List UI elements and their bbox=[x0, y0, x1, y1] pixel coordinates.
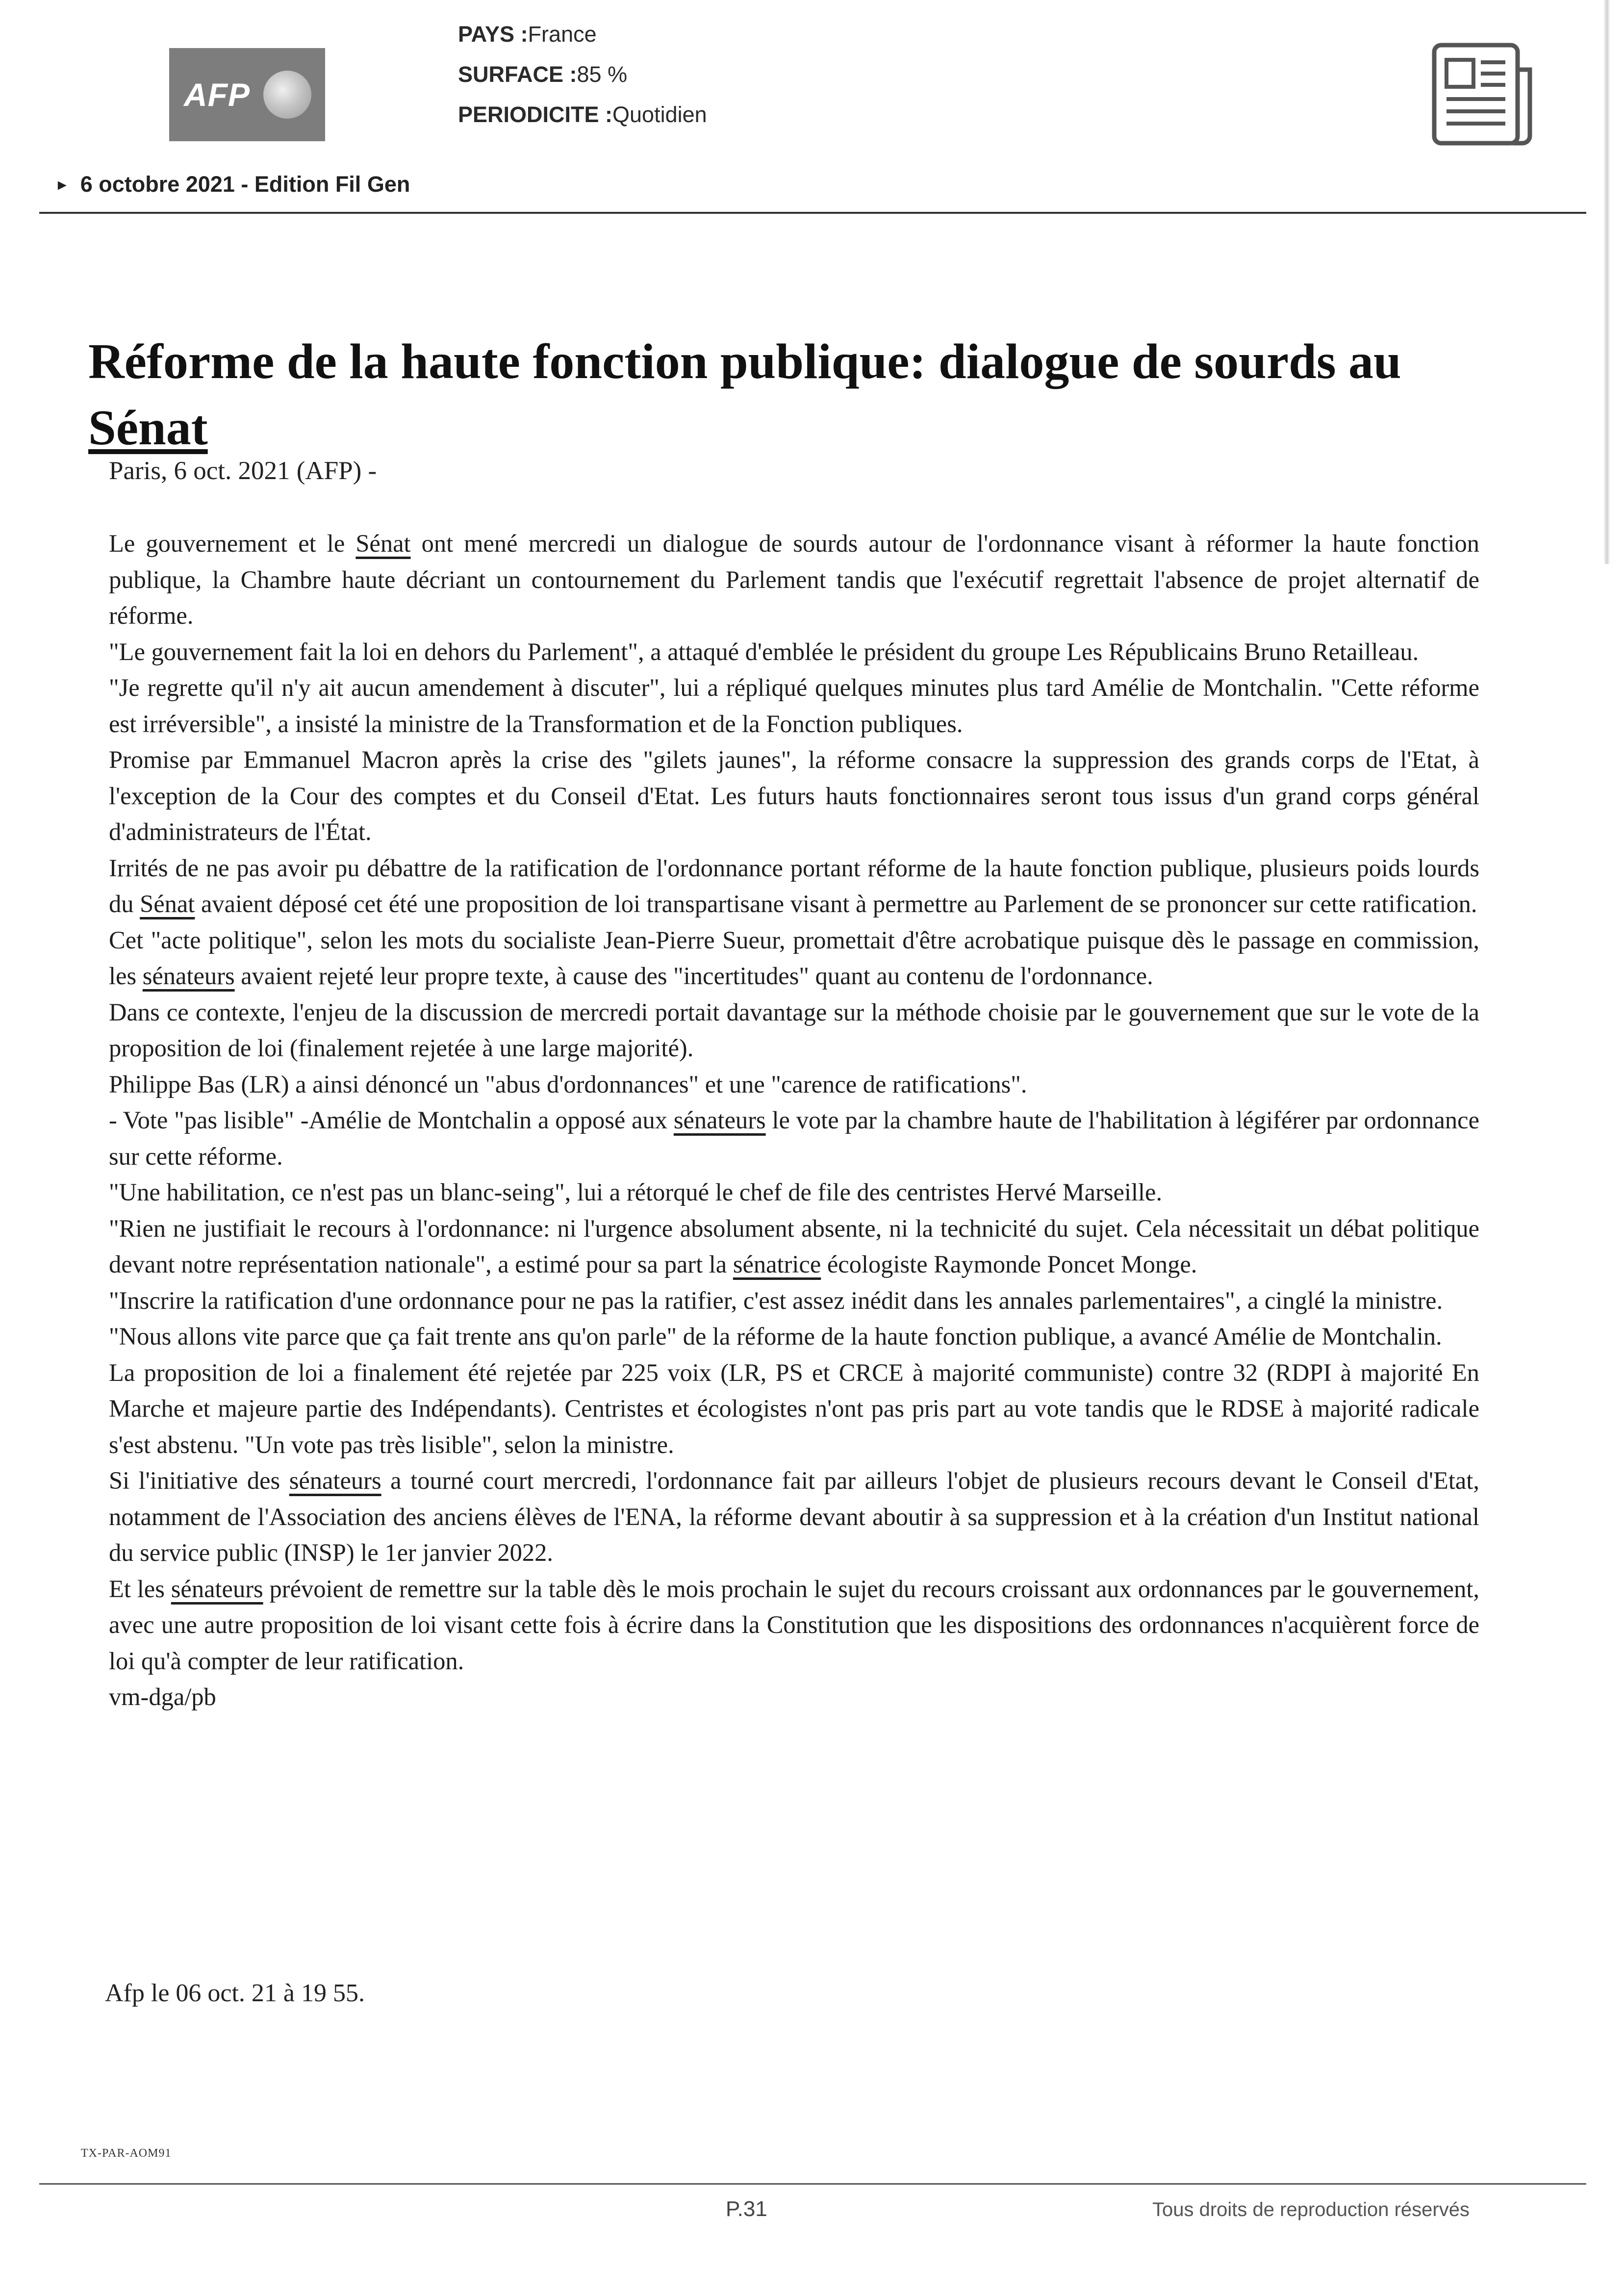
meta-periodicite bbox=[458, 102, 707, 127]
article-body bbox=[109, 526, 1479, 1715]
meta-pays-value: France bbox=[528, 22, 597, 47]
meta-periodicite-value: Quotidien bbox=[612, 102, 707, 127]
meta-periodicite-label: PERIODICITE : bbox=[458, 102, 613, 127]
paragraph: Et les sénateurs prévoient de remettre sur la table dès le mois prochain le sujet du recours croissant aux ordonnances par le gouvernement, avec une autre proposition de loi visant cette fois à écrire dans la Constitution que les dispositions des ordonnances n'acquièrent force de loi qu'à compter de leur ratification. bbox=[109, 1575, 1479, 1675]
paragraph: Dans ce contexte, l'enjeu de la discussion de mercredi portait davantage sur la méthode choisie par le gouvernement que sur le vote de la proposition de loi (finalement rejetée à une large majorité). bbox=[109, 998, 1479, 1062]
edition-text: 6 octobre 2021 - Edition Fil Gen bbox=[80, 172, 410, 197]
paragraph: "Inscrire la ratification d'une ordonnance pour ne pas la ratifier, c'est assez inédit dans les annales parlementaires", a cinglé la ministre. bbox=[109, 1286, 1443, 1314]
page-number: P.31 bbox=[726, 2197, 767, 2221]
highlight-senateurs: sénateurs bbox=[289, 1467, 381, 1494]
article-title bbox=[88, 329, 1510, 461]
footer-divider bbox=[39, 2183, 1586, 2185]
paragraph: "Le gouvernement fait la loi en dehors du Parlement", a attaqué d'emblée le président du groupe Les Républicains Bruno Retailleau. bbox=[109, 637, 1419, 665]
paragraph: Irrités de ne pas avoir pu débattre de la ratification de l'ordonnance portant réforme de la haute fonction publique, plusieurs poids lourds du Sénat avaient déposé cet été une proposition de loi transpartisane visant à permettre au Parlement de se prononcer sur cette ratification. bbox=[109, 854, 1479, 918]
meta-surface-value: 85 % bbox=[577, 62, 628, 87]
meta-pays bbox=[458, 22, 597, 47]
newspaper-icon bbox=[1424, 35, 1542, 153]
afp-logo bbox=[169, 48, 325, 141]
article-title-senat: Sénat bbox=[88, 400, 208, 456]
paragraph: "Rien ne justifiait le recours à l'ordonnance: ni l'urgence absolument absente, ni la technicité du sujet. Cela nécessitait un débat politique devant notre représentation nationale", a estimé pour sa part la sénatrice écologiste Raymonde Poncet Monge. bbox=[109, 1214, 1479, 1278]
paragraph: "Nous allons vite parce que ça fait trente ans qu'on parle" de la réforme de la haute fonction publique, a avancé Amélie de Montchalin. bbox=[109, 1323, 1442, 1350]
meta-surface-label: SURFACE : bbox=[458, 62, 577, 87]
document-code: TX-PAR-AOM91 bbox=[81, 2147, 172, 2160]
paragraph: Le gouvernement et le Sénat ont mené mercredi un dialogue de sourds autour de l'ordonnance visant à réformer la haute fonction publique, la Chambre haute décriant un contournement du Parlement tandis que l'exécutif regrettait l'absence de projet alternatif de réforme. bbox=[109, 530, 1479, 629]
highlight-senat: Sénat bbox=[140, 890, 195, 918]
article-dateline: Paris, 6 oct. 2021 (AFP) - bbox=[109, 457, 377, 485]
highlight-senateurs: sénateurs bbox=[673, 1106, 766, 1134]
paragraph: - Vote "pas lisible" -Amélie de Montchalin a opposé aux sénateurs le vote par la chambre haute de l'habilitation à légiférer par ordonnance sur cette réforme. bbox=[109, 1106, 1480, 1170]
edition-line bbox=[55, 172, 410, 197]
globe-icon bbox=[263, 71, 311, 119]
triangle-right-icon: ► bbox=[55, 177, 70, 193]
paragraph: Si l'initiative des sénateurs a tourné court mercredi, l'ordonnance fait par ailleurs l'objet de plusieurs recours devant le Conseil d'Etat, notamment de l'Association des anciens élèves de l'ENA, la réforme devant aboutir à sa suppression et à la création d'un Institut national du service public (INSP) le 1er janvier 2022. bbox=[109, 1467, 1479, 1566]
meta-pays-label: PAYS : bbox=[458, 22, 528, 47]
paragraph: Philippe Bas (LR) a ainsi dénoncé un "abus d'ordonnances" et une "carence de ratifications". bbox=[109, 1070, 1027, 1098]
highlight-senateurs: sénateurs bbox=[171, 1575, 263, 1603]
paragraph: "Une habilitation, ce n'est pas un blanc-seing", lui a rétorqué le chef de file des centristes Hervé Marseille. bbox=[109, 1178, 1163, 1206]
highlight-senat: Sénat bbox=[355, 530, 411, 557]
highlight-senatrice: sénatrice bbox=[733, 1250, 821, 1278]
header-divider bbox=[39, 212, 1586, 214]
article-timestamp: Afp le 06 oct. 21 à 19 55. bbox=[105, 1979, 365, 2007]
highlight-senateurs: sénateurs bbox=[142, 962, 235, 990]
afp-logo-text: AFP bbox=[184, 76, 250, 113]
copyright-notice: Tous droits de reproduction réservés bbox=[1152, 2199, 1470, 2220]
paragraph: "Je regrette qu'il n'y ait aucun amendement à discuter", lui a répliqué quelques minutes plus tard Amélie de Montchalin. "Cette réforme est irréversible", a insisté la ministre de la Transformation et de la Fonction publiques. bbox=[109, 674, 1479, 738]
paragraph: La proposition de loi a finalement été rejetée par 225 voix (LR, PS et CRCE à majorité communiste) contre 32 (RDPI à majorité En Marche et majeure partie des Indépendants). Centristes et écologistes n'ont pas pris part au vote tandis que le RDSE à majorité radicale s'est abstenu. "Un vote pas très lisible", selon la ministre. bbox=[109, 1358, 1479, 1458]
scan-edge-shadow bbox=[1603, 0, 1610, 564]
article-title-text: Réforme de la haute fonction publique: dialogue de sourds au bbox=[88, 334, 1401, 389]
article-signature: vm-dga/pb bbox=[109, 1683, 216, 1710]
paragraph: Cet "acte politique", selon les mots du socialiste Jean-Pierre Sueur, promettait d'être acrobatique puisque dès le passage en commission, les sénateurs avaient rejeté leur propre texte, à cause des "incertitudes" quant au contenu de l'ordonnance. bbox=[109, 926, 1479, 990]
meta-surface bbox=[458, 62, 627, 87]
paragraph: Promise par Emmanuel Macron après la crise des "gilets jaunes", la réforme consacre la suppression des grands corps de l'Etat, à l'exception de la Cour des comptes et du Conseil d'Etat. Les futurs hauts fonctionnaires seront tous issus d'un grand corps général d'administrateurs de l'État. bbox=[109, 746, 1479, 845]
